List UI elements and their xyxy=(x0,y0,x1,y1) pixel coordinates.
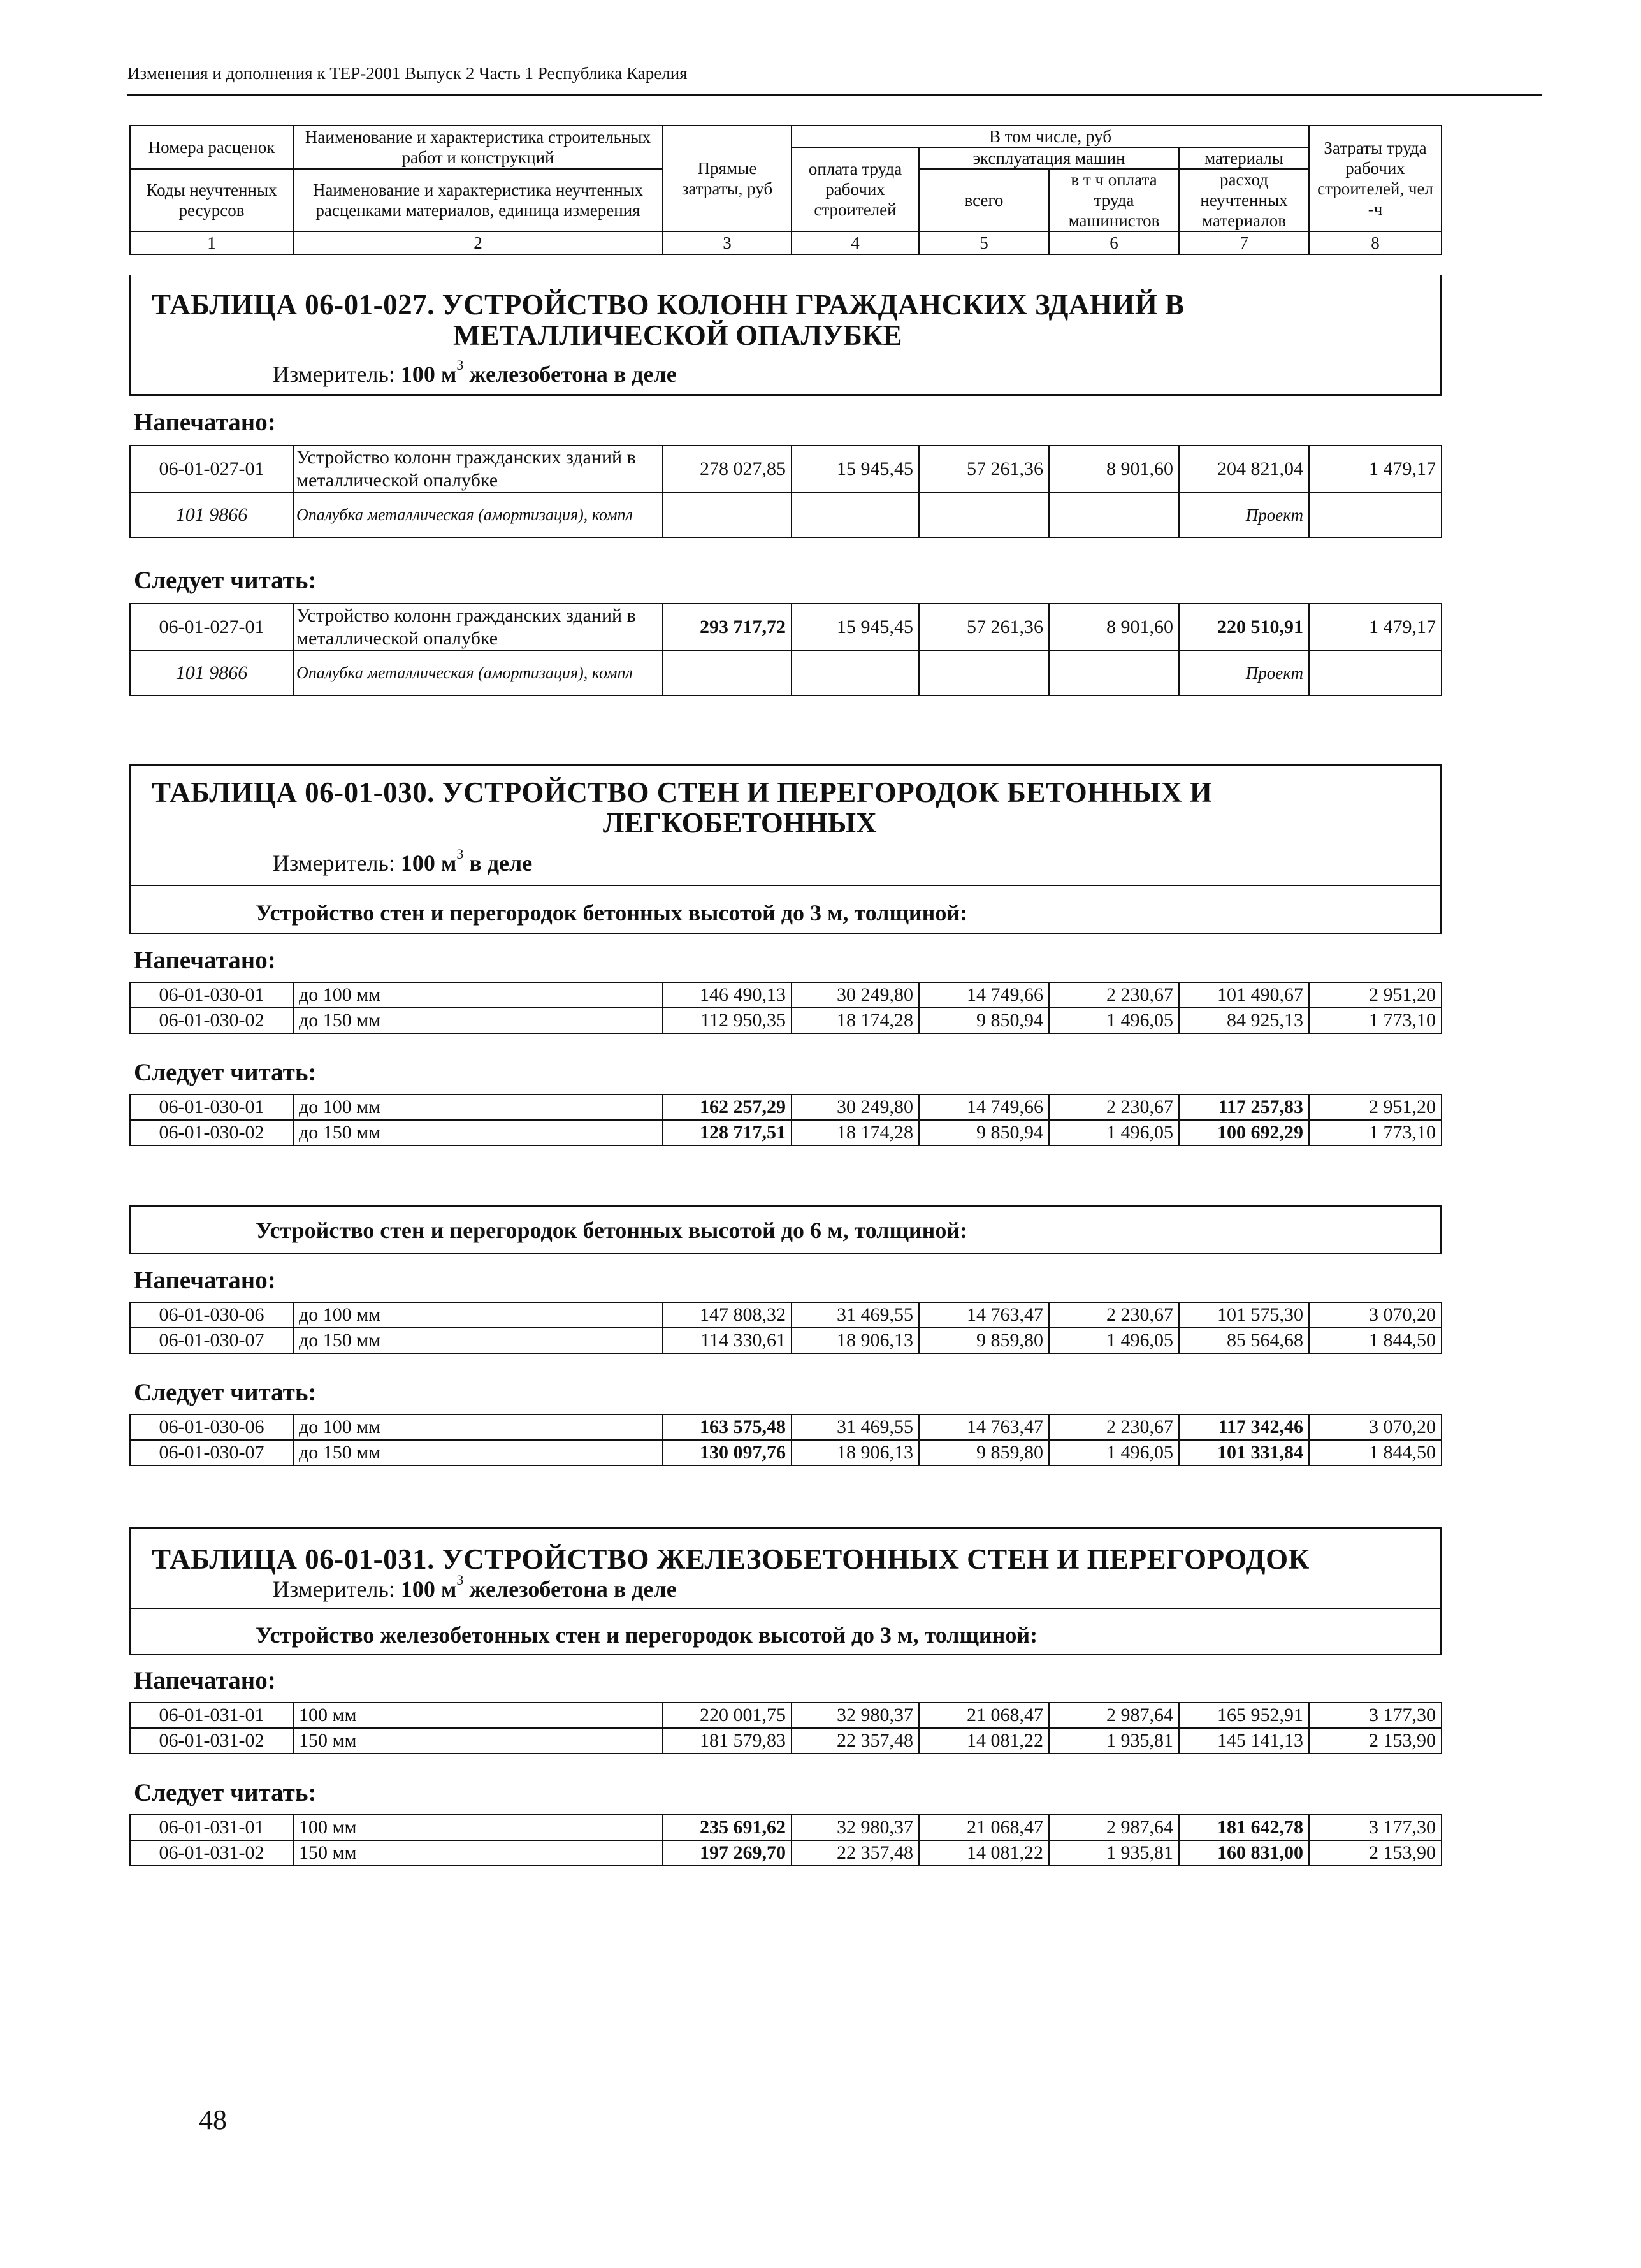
table-030-printed-a xyxy=(129,982,1442,1034)
machines-cost: 9 850,94 xyxy=(919,1120,1049,1145)
table-row xyxy=(130,1440,1442,1465)
direct-cost: 128 717,51 xyxy=(663,1120,792,1145)
work-name: 150 мм xyxy=(293,1728,663,1754)
label-printed: Напечатано: xyxy=(134,947,276,974)
materials-cost: 160 831,00 xyxy=(1179,1840,1309,1866)
table-030-corrected-a xyxy=(129,1094,1442,1146)
direct-cost: 235 691,62 xyxy=(663,1815,792,1840)
labor-hours: 2 153,90 xyxy=(1309,1728,1442,1754)
header-materials: материалы xyxy=(1179,147,1309,169)
resource-row xyxy=(130,493,1442,537)
labor-hours: 3 177,30 xyxy=(1309,1815,1442,1840)
table-031-measure xyxy=(273,1572,677,1603)
labor-cost: 31 469,55 xyxy=(792,1414,919,1440)
labor-cost: 30 249,80 xyxy=(792,982,919,1008)
rate-code: 06-01-030-01 xyxy=(130,1094,293,1120)
table-row xyxy=(130,1094,1442,1120)
header-group: В том числе, руб xyxy=(792,126,1309,147)
machinists-cost: 1 496,05 xyxy=(1049,1120,1179,1145)
header-number: 7 xyxy=(1179,231,1309,254)
direct-cost: 220 001,75 xyxy=(663,1703,792,1728)
rate-name: Устройство колонн гражданских зданий в металлической опалубке xyxy=(293,446,663,493)
machines-cost: 14 763,47 xyxy=(919,1302,1049,1328)
header-number: 8 xyxy=(1309,231,1442,254)
machinists-cost: 2 230,67 xyxy=(1049,1094,1179,1120)
table-row xyxy=(130,1703,1442,1728)
labor-hours: 3 070,20 xyxy=(1309,1302,1442,1328)
direct-cost: 130 097,76 xyxy=(663,1440,792,1465)
table-031-title-line1: ТАБЛИЦА 06-01-031. УСТРОЙСТВО ЖЕЛЕЗОБЕТОННЫХ СТЕН И ПЕРЕГОРОДОК xyxy=(152,1543,1310,1575)
table-030-subtitle-a: Устройство стен и перегородок бетонных высотой до 3 м, толщиной: xyxy=(256,900,968,926)
materials-cost: 101 575,30 xyxy=(1179,1302,1309,1328)
measure-prefix: Измеритель: xyxy=(273,361,395,387)
machines-cost: 9 859,80 xyxy=(919,1440,1049,1465)
work-name: 150 мм xyxy=(293,1840,663,1866)
measure-prefix: Измеритель: xyxy=(273,1576,395,1602)
header-col3: Прямые затраты, руб xyxy=(663,126,792,231)
labor-cost: 15 945,45 xyxy=(792,446,919,493)
machinists-cost: 2 230,67 xyxy=(1049,982,1179,1008)
header-col1-bottom: Коды неучтенных ресурсов xyxy=(130,169,293,231)
header-number: 6 xyxy=(1049,231,1179,254)
work-name: до 150 мм xyxy=(293,1328,663,1353)
rate-code: 06-01-031-01 xyxy=(130,1815,293,1840)
machinists-cost: 8 901,60 xyxy=(1049,604,1179,651)
labor-cost: 15 945,45 xyxy=(792,604,919,651)
header-col8: Затраты труда рабочих строителей, чел -ч xyxy=(1309,126,1442,231)
machinists-cost: 2 987,64 xyxy=(1049,1703,1179,1728)
table-027-measure xyxy=(273,357,677,388)
direct-cost: 146 490,13 xyxy=(663,982,792,1008)
table-030-title-line1: ТАБЛИЦА 06-01-030. УСТРОЙСТВО СТЕН И ПЕРЕГОРОДОК БЕТОННЫХ И xyxy=(152,776,1213,808)
rate-code: 06-01-030-07 xyxy=(130,1440,293,1465)
header-col6: в т ч оплата труда машинистов xyxy=(1049,169,1179,231)
measure-suffix: железобетона в деле xyxy=(469,361,677,387)
machinists-cost: 2 230,67 xyxy=(1049,1414,1179,1440)
machines-cost: 14 081,22 xyxy=(919,1728,1049,1754)
work-name: 100 мм xyxy=(293,1815,663,1840)
labor-cost: 32 980,37 xyxy=(792,1815,919,1840)
resource-name: Опалубка металлическая (амортизация), компл xyxy=(293,493,663,537)
materials-cost: 85 564,68 xyxy=(1179,1328,1309,1353)
box-divider xyxy=(131,1608,1440,1609)
work-name: до 150 мм xyxy=(293,1440,663,1465)
measure-sup: 3 xyxy=(456,1572,464,1588)
machines-cost: 21 068,47 xyxy=(919,1815,1049,1840)
header-machines: эксплуатация машин xyxy=(919,147,1179,169)
materials-cost: 181 642,78 xyxy=(1179,1815,1309,1840)
labor-cost: 31 469,55 xyxy=(792,1302,919,1328)
table-027-title-box xyxy=(129,275,1442,396)
table-row xyxy=(130,1120,1442,1145)
rate-code: 06-01-030-06 xyxy=(130,1302,293,1328)
rate-code: 06-01-027-01 xyxy=(130,446,293,493)
resource-note: Проект xyxy=(1179,651,1309,695)
table-row xyxy=(130,1815,1442,1840)
machinists-cost: 8 901,60 xyxy=(1049,446,1179,493)
table-027-printed xyxy=(129,445,1442,538)
direct-cost: 163 575,48 xyxy=(663,1414,792,1440)
labor-cost: 22 357,48 xyxy=(792,1728,919,1754)
table-030-title-box xyxy=(129,764,1442,934)
labor-hours: 2 153,90 xyxy=(1309,1840,1442,1866)
rate-name: Устройство колонн гражданских зданий в металлической опалубке xyxy=(293,604,663,651)
labor-hours: 1 773,10 xyxy=(1309,1008,1442,1033)
table-row xyxy=(130,604,1442,651)
machinists-cost: 1 935,81 xyxy=(1049,1728,1179,1754)
resource-row xyxy=(130,651,1442,695)
labor-cost: 32 980,37 xyxy=(792,1703,919,1728)
machinists-cost: 1 496,05 xyxy=(1049,1008,1179,1033)
table-030-measure xyxy=(273,846,533,876)
rate-code: 06-01-030-07 xyxy=(130,1328,293,1353)
header-number: 4 xyxy=(792,231,919,254)
materials-cost: 117 342,46 xyxy=(1179,1414,1309,1440)
machinists-cost: 2 987,64 xyxy=(1049,1815,1179,1840)
labor-hours: 1 479,17 xyxy=(1309,604,1442,651)
labor-cost: 22 357,48 xyxy=(792,1840,919,1866)
labor-hours: 1 479,17 xyxy=(1309,446,1442,493)
table-030-title-line2: ЛЕГКОБЕТОННЫХ xyxy=(603,807,877,839)
table-031-printed xyxy=(129,1702,1442,1754)
rate-code: 06-01-030-02 xyxy=(130,1120,293,1145)
direct-cost: 197 269,70 xyxy=(663,1840,792,1866)
labor-hours: 1 844,50 xyxy=(1309,1440,1442,1465)
header-number: 5 xyxy=(919,231,1049,254)
page-number: 48 xyxy=(199,2104,227,2135)
materials-cost: 220 510,91 xyxy=(1179,604,1309,651)
header-number: 1 xyxy=(130,231,293,254)
materials-cost: 84 925,13 xyxy=(1179,1008,1309,1033)
resource-name: Опалубка металлическая (амортизация), компл xyxy=(293,651,663,695)
machines-cost: 57 261,36 xyxy=(919,446,1049,493)
rate-code: 06-01-030-06 xyxy=(130,1414,293,1440)
column-header-table xyxy=(129,125,1442,255)
materials-cost: 117 257,83 xyxy=(1179,1094,1309,1120)
measure-suffix: железобетона в деле xyxy=(469,1576,677,1602)
table-030-corrected-b xyxy=(129,1414,1442,1466)
measure-sup: 3 xyxy=(456,357,464,373)
label-printed: Напечатано: xyxy=(134,1267,276,1294)
machinists-cost: 2 230,67 xyxy=(1049,1302,1179,1328)
materials-cost: 165 952,91 xyxy=(1179,1703,1309,1728)
resource-note: Проект xyxy=(1179,493,1309,537)
direct-cost: 147 808,32 xyxy=(663,1302,792,1328)
label-should-read: Следует читать: xyxy=(134,1379,317,1406)
machines-cost: 14 081,22 xyxy=(919,1840,1049,1866)
table-027-title-line1: ТАБЛИЦА 06-01-027. УСТРОЙСТВО КОЛОНН ГРАЖДАНСКИХ ЗДАНИЙ В xyxy=(152,289,1185,321)
labor-cost: 18 906,13 xyxy=(792,1328,919,1353)
header-col2-top: Наименование и характеристика строительных работ и конструкций xyxy=(293,126,663,169)
table-030-subtitle-b: Устройство стен и перегородок бетонных высотой до 6 м, толщиной: xyxy=(256,1218,968,1243)
table-027-title-line2: МЕТАЛЛИЧЕСКОЙ ОПАЛУБКЕ xyxy=(453,319,902,351)
rate-code: 06-01-027-01 xyxy=(130,604,293,651)
machines-cost: 9 850,94 xyxy=(919,1008,1049,1033)
measure-value: 100 м xyxy=(400,361,457,387)
labor-hours: 3 177,30 xyxy=(1309,1703,1442,1728)
labor-cost: 30 249,80 xyxy=(792,1094,919,1120)
resource-code: 101 9866 xyxy=(130,493,293,537)
resource-code: 101 9866 xyxy=(130,651,293,695)
labor-hours: 1 773,10 xyxy=(1309,1120,1442,1145)
direct-cost: 112 950,35 xyxy=(663,1008,792,1033)
table-row xyxy=(130,1008,1442,1033)
labor-cost: 18 174,28 xyxy=(792,1120,919,1145)
materials-cost: 204 821,04 xyxy=(1179,446,1309,493)
materials-cost: 101 490,67 xyxy=(1179,982,1309,1008)
header-col1-top: Номера расценок xyxy=(130,126,293,169)
work-name: до 100 мм xyxy=(293,982,663,1008)
header-col4: оплата труда рабочих строителей xyxy=(792,147,919,231)
labor-hours: 3 070,20 xyxy=(1309,1414,1442,1440)
table-row xyxy=(130,1302,1442,1328)
header-col7: расход неучтенных материалов xyxy=(1179,169,1309,231)
direct-cost: 162 257,29 xyxy=(663,1094,792,1120)
header-number: 3 xyxy=(663,231,792,254)
labor-hours: 2 951,20 xyxy=(1309,982,1442,1008)
label-printed: Напечатано: xyxy=(134,409,276,436)
table-row xyxy=(130,1840,1442,1866)
direct-cost: 181 579,83 xyxy=(663,1728,792,1754)
table-row xyxy=(130,1414,1442,1440)
materials-cost: 145 141,13 xyxy=(1179,1728,1309,1754)
rate-code: 06-01-030-01 xyxy=(130,982,293,1008)
measure-value: 100 м xyxy=(400,1576,457,1602)
work-name: до 150 мм xyxy=(293,1120,663,1145)
box-divider xyxy=(131,885,1440,886)
table-031-corrected xyxy=(129,1814,1442,1866)
machines-cost: 14 749,66 xyxy=(919,982,1049,1008)
table-030-subtitle-b-box xyxy=(129,1205,1442,1254)
machines-cost: 14 749,66 xyxy=(919,1094,1049,1120)
measure-value: 100 м xyxy=(400,850,457,876)
machinists-cost: 1 496,05 xyxy=(1049,1440,1179,1465)
table-row xyxy=(130,982,1442,1008)
table-031-subtitle: Устройство железобетонных стен и перегородок высотой до 3 м, толщиной: xyxy=(256,1622,1038,1648)
machines-cost: 14 763,47 xyxy=(919,1414,1049,1440)
table-030-printed-b xyxy=(129,1302,1442,1354)
work-name: до 100 мм xyxy=(293,1094,663,1120)
table-row xyxy=(130,446,1442,493)
machines-cost: 57 261,36 xyxy=(919,604,1049,651)
header-rule xyxy=(127,94,1542,96)
measure-prefix: Измеритель: xyxy=(273,850,395,876)
direct-cost: 293 717,72 xyxy=(663,604,792,651)
labor-cost: 18 906,13 xyxy=(792,1440,919,1465)
labor-hours: 1 844,50 xyxy=(1309,1328,1442,1353)
header-col5: всего xyxy=(919,169,1049,231)
label-should-read: Следует читать: xyxy=(134,1059,317,1086)
direct-cost: 278 027,85 xyxy=(663,446,792,493)
table-027-corrected xyxy=(129,603,1442,696)
label-printed: Напечатано: xyxy=(134,1667,276,1694)
table-031-title-box xyxy=(129,1527,1442,1655)
label-should-read: Следует читать: xyxy=(134,567,317,594)
rate-code: 06-01-031-01 xyxy=(130,1703,293,1728)
machines-cost: 9 859,80 xyxy=(919,1328,1049,1353)
materials-cost: 101 331,84 xyxy=(1179,1440,1309,1465)
machines-cost: 21 068,47 xyxy=(919,1703,1049,1728)
machinists-cost: 1 496,05 xyxy=(1049,1328,1179,1353)
labor-hours: 2 951,20 xyxy=(1309,1094,1442,1120)
header-col2-bottom: Наименование и характеристика неучтенных расценками материалов, единица измерения xyxy=(293,169,663,231)
running-header: Изменения и дополнения к ТЕР-2001 Выпуск 2 Часть 1 Республика Карелия xyxy=(127,64,688,83)
work-name: до 100 мм xyxy=(293,1414,663,1440)
rate-code: 06-01-031-02 xyxy=(130,1840,293,1866)
work-name: 100 мм xyxy=(293,1703,663,1728)
labor-cost: 18 174,28 xyxy=(792,1008,919,1033)
label-should-read: Следует читать: xyxy=(134,1779,317,1806)
measure-suffix: в деле xyxy=(469,850,533,876)
measure-sup: 3 xyxy=(456,846,464,862)
direct-cost: 114 330,61 xyxy=(663,1328,792,1353)
work-name: до 100 мм xyxy=(293,1302,663,1328)
work-name: до 150 мм xyxy=(293,1008,663,1033)
table-row xyxy=(130,1328,1442,1353)
header-number: 2 xyxy=(293,231,663,254)
materials-cost: 100 692,29 xyxy=(1179,1120,1309,1145)
table-row xyxy=(130,1728,1442,1754)
rate-code: 06-01-031-02 xyxy=(130,1728,293,1754)
machinists-cost: 1 935,81 xyxy=(1049,1840,1179,1866)
rate-code: 06-01-030-02 xyxy=(130,1008,293,1033)
